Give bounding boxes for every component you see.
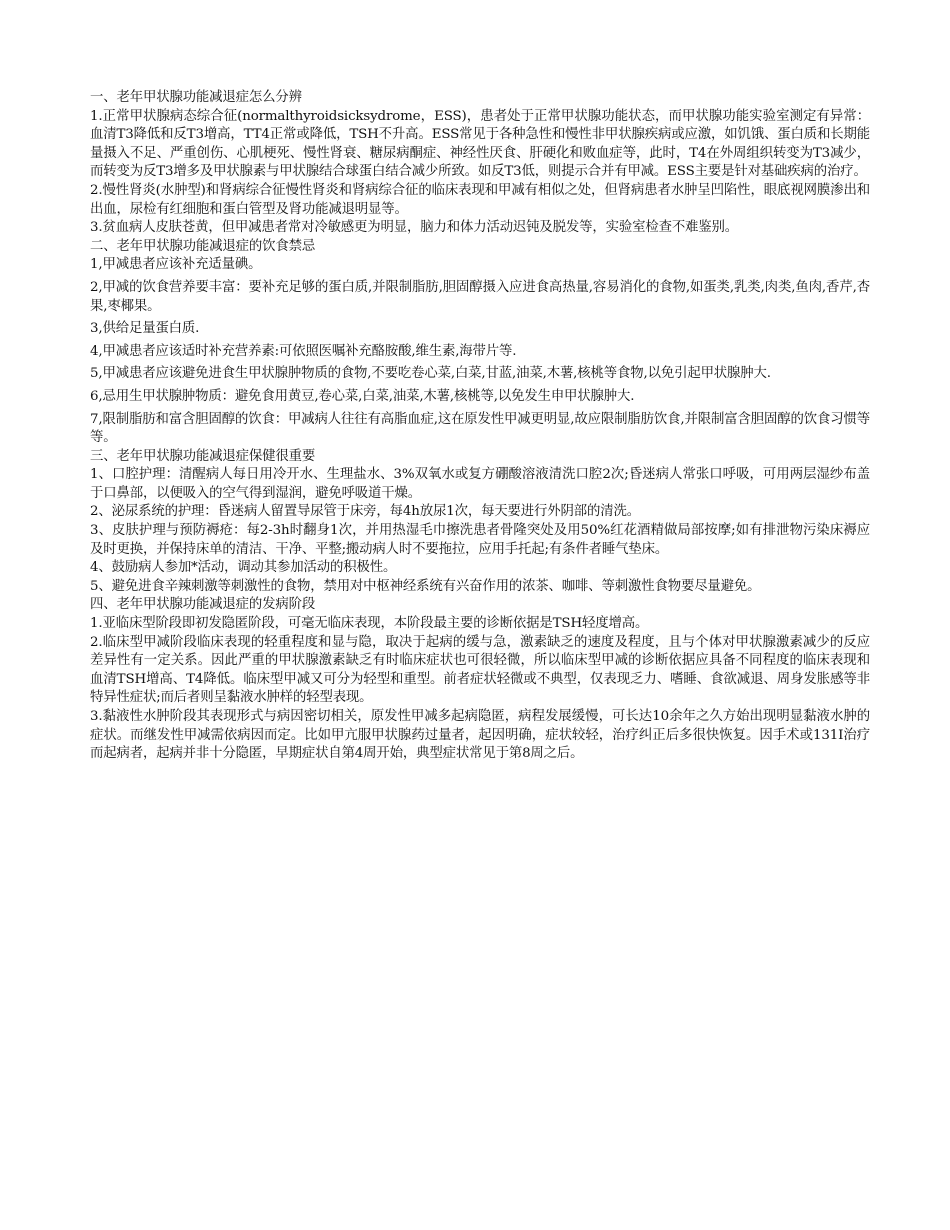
paragraph: 6,忌用生甲状腺肿物质：避免食用黄豆,卷心菜,白菜,油菜,木薯,核桃等,以免发生申甲状腺肿大.: [90, 388, 635, 404]
section-heading: 四、老年甲状腺功能减退症的发病阶段: [90, 597, 316, 613]
paragraph: 5,甲减患者应该避免进食生甲状腺肿物质的食物,不要吃卷心菜,白菜,甘蓝,油菜,木薯,核桃等食物,以免引起甲状腺肿大.: [90, 366, 771, 382]
section-heading: 二、老年甲状腺功能减退症的饮食禁忌: [90, 238, 316, 254]
paragraph: 3.贫血病人皮肤苍黄，但甲减患者常对冷敏感更为明显，脑力和体力活动迟钝及脱发等，实验室检查不难鉴别。: [90, 220, 739, 236]
section-4: [90, 596, 870, 763]
paragraph: 3.黏液性水肿阶段其表现形式与病因密切相关，原发性甲减多起病隐匿，病程发展缓慢，可长达10余年之久方始出现明显黏液水肿的症状。而继发性甲减需依病因而定。比如甲亢服甲状腺药过量者，起因明确，症状较轻，治疗纠正后多很快恢复。因手术或131I治疗而起病者，起病并非十分隐匿，早期症状自第4周开始，典型症状常见于第8周之后。: [90, 709, 870, 762]
section-heading: 一、老年甲状腺功能减退症怎么分辨: [90, 90, 302, 105]
paragraph: 5、避免进食辛辣刺激等刺激性的食物，禁用对中枢神经系统有兴奋作用的浓茶、咖啡、等刺激性食物要尽量避免。: [90, 578, 761, 594]
paragraph: 4、鼓励病人参加*活动，调动其参加活动的积极性。: [90, 560, 397, 576]
paragraph: 2,甲减的饮食营养要丰富：要补充足够的蛋白质,并限制脂肪,胆固醇摄入应进食高热量,容易消化的食物,如蛋类,乳类,肉类,鱼肉,香芹,杏果,枣椰果。: [90, 279, 870, 314]
paragraph: 2.临床型甲减阶段临床表现的轻重程度和显与隐，取决于起病的缓与急，激素缺乏的速度及程度，且与个体对甲状腺激素减少的反应差异性有一定关系。因此严重的甲状腺激素缺乏有时临床症状也可很轻微，所以临床型甲减的诊断依据应具备不同程度的临床表现和血清TSH增高、T4降低。临床型甲减又可分为轻型和重型。前者症状轻微或不典型，仅表现乏力、嗜睡、食欲减退、周身发胀感等非特异性症状;而后者则呈黏液水肿样的轻型表现。: [90, 634, 870, 706]
paragraph: 1,甲减患者应该补充适量碘。: [90, 257, 262, 273]
paragraph: 3,供给足量蛋白质.: [90, 321, 200, 337]
paragraph: 2、泌尿系统的护理：昏迷病人留置导尿管于床旁，每4h放尿1次，每天要进行外阴部的清洗。: [90, 504, 640, 520]
section-2: [90, 238, 870, 448]
section-1: [90, 89, 870, 238]
section-heading: 三、老年甲状腺功能减退症保健很重要: [90, 448, 316, 464]
paragraph: 1.正常甲状腺病态综合征(normalthyroidsicksydrome，ESS)，患者处于正常甲状腺功能状态，而甲状腺功能实验室测定有异常：血清T3降低和反T3增高，TT4正常或降低，TSH不升高。ESS常见于各种急性和慢性非甲状腺疾病或应激，如饥饿、蛋白质和长期能量摄入不足、严重创伤、心肌梗死、慢性肾衰、糖尿病酮症、神经性厌食、肝硬化和败血症等，此时，T4在外周组织转变为T3减少，而转变为反T3增多及甲状腺素与甲状腺结合球蛋白结合减少所致。如反T3低，则提示合并有甲减。ESS主要是针对基础疾病的治疗。: [90, 108, 870, 180]
section-3: [90, 448, 870, 597]
paragraph: 1.亚临床型阶段即初发隐匿阶段，可毫无临床表现，本阶段最主要的诊断依据是TSH轻度增高。: [90, 616, 649, 632]
paragraph: 7,限制脂肪和富含胆固醇的饮食：甲减病人往往有高脂血症,这在原发性甲减更明显,故应限制脂肪饮食,并限制富含胆固醇的饮食习惯等等。: [90, 411, 870, 446]
paragraph: 2.慢性肾炎(水肿型)和肾病综合征慢性肾炎和肾病综合征的临床表现和甲减有相似之处，但肾病患者水肿呈凹陷性，眼底视网膜渗出和出血，尿检有红细胞和蛋白管型及肾功能减退明显等。: [90, 182, 870, 217]
paragraph: 3、皮肤护理与预防褥疮：每2-3h时翻身1次，并用热湿毛巾擦洗患者骨隆突处及用50%红花酒精做局部按摩;如有排泄物污染床褥应及时更换，并保持床单的清洁、干净、平整;搬动病人时不要拖拉，应用手托起;有条件者睡气垫床。: [90, 523, 870, 557]
paragraph: 1、口腔护理：清醒病人每日用冷开水、生理盐水、3%双氧水或复方硼酸溶液清洗口腔2次;昏迷病人常张口呼吸，可用两层湿纱布盖于口鼻部，以便吸入的空气得到湿润，避免呼吸道干燥。: [90, 467, 870, 501]
document-body: [90, 89, 870, 764]
paragraph: 4,甲减患者应该适时补充营养素:可依照医嘱补充酪胺酸,维生素,海带片等.: [90, 343, 517, 359]
